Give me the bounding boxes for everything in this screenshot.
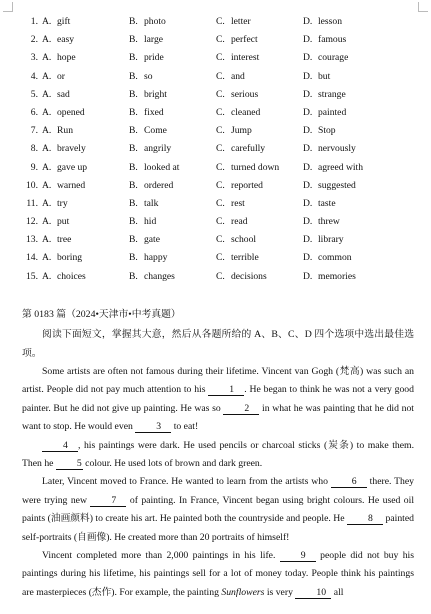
passage-text: to eat! [173, 421, 199, 433]
option-letter: C. [216, 106, 225, 118]
option-b [129, 249, 167, 267]
option-letter: B. [129, 143, 138, 155]
option-a [42, 231, 71, 249]
option-row [0, 86, 431, 104]
option-text: easy [57, 34, 75, 46]
option-a [42, 31, 74, 49]
option-letter: C. [216, 216, 225, 228]
option-text: choices [57, 270, 86, 282]
section-heading: 第 0183 篇（2024•天津市•中考真题） [22, 309, 181, 320]
option-letter: C. [216, 70, 225, 82]
option-a [42, 122, 73, 140]
option-b [129, 122, 167, 140]
option-text: suggested [318, 179, 356, 191]
option-text: 7. [30, 125, 38, 137]
option-text: or [57, 70, 65, 82]
passage-text: Later, Vincent moved to France. He wanted to learn from the artists who [42, 476, 328, 488]
option-letter: C. [216, 143, 225, 155]
reading-passage [22, 363, 414, 602]
option-letter: B. [129, 179, 138, 191]
option-text: letter [231, 16, 251, 27]
option-letter: A. [42, 270, 52, 282]
option-text: opened [57, 106, 85, 118]
passage-text: there. They were trying new [22, 476, 415, 506]
option-text: put [57, 216, 70, 228]
option-text: 2. [30, 34, 38, 46]
option-text: bright [144, 88, 167, 100]
option-letter: A. [42, 88, 52, 100]
option-d [303, 49, 348, 67]
option-letter: B. [129, 70, 138, 82]
option-d [303, 104, 346, 122]
instruction-text: 阅读下面短文，掌握其大意，然后从各题所给的 A、B、C、D 四个选项中选出最佳选项。 [22, 329, 414, 359]
option-a [42, 49, 76, 67]
option-text: agreed with [318, 161, 364, 173]
question-number [16, 249, 38, 267]
option-letter: D. [303, 125, 313, 137]
option-c [216, 49, 259, 67]
question-number [16, 140, 38, 158]
option-letter: C. [216, 88, 225, 100]
option-text: cleaned [231, 106, 261, 118]
option-a [42, 68, 65, 86]
option-c [216, 195, 245, 213]
passage-paragraph-2 [22, 437, 414, 474]
option-text: 14. [26, 252, 38, 264]
option-letter: D. [303, 34, 313, 46]
option-letter: B. [129, 216, 138, 228]
option-text: 11. [26, 197, 38, 209]
option-c [216, 86, 258, 104]
option-row [0, 159, 431, 177]
option-letter: C. [216, 270, 225, 282]
option-letter: C. [216, 161, 225, 173]
question-number [16, 31, 38, 49]
option-text: rest [231, 197, 245, 209]
option-b [129, 177, 173, 195]
option-text: try [57, 197, 68, 209]
option-text: 1. [30, 16, 38, 27]
option-letter: A. [42, 216, 52, 228]
option-text: read [231, 216, 248, 228]
question-number [16, 49, 38, 67]
question-number [16, 268, 38, 286]
option-c [216, 249, 259, 267]
option-a [42, 159, 87, 177]
option-text: large [144, 34, 164, 46]
option-letter: A. [42, 234, 52, 246]
option-letter: A. [42, 16, 52, 27]
option-text: 9. [30, 161, 38, 173]
question-number [16, 177, 38, 195]
option-letter: B. [129, 52, 138, 64]
option-letter: D. [303, 161, 313, 173]
option-letter: C. [216, 34, 225, 46]
passage-text: of painting. In France, Vincent began using bright colours. He used oil paints (油画颜料) to create his art. He painted both the countryside and people. He [22, 494, 415, 525]
option-text: but [318, 70, 331, 82]
option-text: gift [57, 16, 71, 27]
option-d [303, 249, 352, 267]
question-number [16, 104, 38, 122]
option-letter: A. [42, 252, 52, 264]
option-text: 4. [30, 70, 38, 82]
option-text: school [231, 234, 257, 246]
option-text: ordered [144, 179, 174, 191]
option-text: 3. [30, 52, 38, 64]
passage-paragraph-3 [22, 473, 414, 547]
option-letter: C. [216, 125, 225, 137]
question-number [16, 13, 38, 31]
option-letter: A. [42, 161, 52, 173]
option-b [129, 86, 167, 104]
option-text: photo [144, 16, 166, 27]
passage-text: people did not buy his paintings during his lifetime, his paintings sell for a lot of money today. People think his paintings are masterpieces (杰作). For example, the painting [22, 550, 415, 598]
option-text: Come [144, 125, 167, 137]
option-text: pride [144, 52, 164, 64]
option-d [303, 231, 344, 249]
answer-options-list [0, 13, 431, 286]
option-text: happy [144, 252, 168, 264]
option-d [303, 159, 363, 177]
question-number [16, 213, 38, 231]
option-text: library [318, 234, 344, 246]
option-d [303, 195, 336, 213]
option-text: famous [318, 34, 347, 46]
option-c [216, 231, 256, 249]
option-letter: A. [42, 179, 52, 191]
passage-text: colour. He used lots of brown and dark green. [85, 458, 263, 470]
option-d [303, 140, 356, 158]
option-a [42, 268, 86, 286]
option-a [42, 177, 85, 195]
option-letter: D. [303, 197, 313, 209]
passage-text: , his paintings were dark. He used pencils or charcoal sticks (炭条) to make them. Then he [22, 439, 414, 470]
option-row [0, 249, 431, 267]
option-letter: D. [303, 70, 313, 82]
option-text: 6. [30, 106, 38, 118]
option-d [303, 13, 342, 31]
option-a [42, 213, 69, 231]
option-text: common [318, 252, 352, 264]
option-letter: A. [42, 34, 52, 46]
option-a [42, 195, 68, 213]
option-row [0, 122, 431, 140]
passage-paragraph-1 [22, 363, 414, 437]
blank-1: 1 [208, 384, 244, 396]
option-text: memories [318, 270, 356, 282]
option-c [216, 140, 265, 158]
question-number [16, 231, 38, 249]
option-letter: C. [216, 252, 225, 264]
option-d [303, 213, 340, 231]
option-letter: B. [129, 34, 138, 46]
option-letter: A. [42, 125, 52, 137]
blank-3: 3 [135, 421, 171, 433]
blank-7: 7 [90, 495, 126, 507]
option-text: fixed [144, 106, 164, 118]
option-letter: B. [129, 161, 138, 173]
option-text: terrible [231, 252, 259, 264]
option-a [42, 13, 70, 31]
option-text: hid [144, 216, 157, 228]
option-text: reported [231, 179, 263, 191]
option-letter: C. [216, 197, 225, 209]
option-row [0, 13, 431, 31]
option-c [216, 177, 263, 195]
option-letter: D. [303, 216, 313, 228]
option-c [216, 31, 258, 49]
option-text: boring [57, 252, 83, 264]
option-letter: C. [216, 179, 225, 191]
option-letter: B. [129, 106, 138, 118]
question-number [16, 195, 38, 213]
option-text: taste [318, 197, 336, 209]
question-number [16, 68, 38, 86]
option-letter: B. [129, 234, 138, 246]
option-letter: B. [129, 125, 138, 137]
option-row [0, 177, 431, 195]
option-letter: D. [303, 16, 313, 27]
option-a [42, 86, 70, 104]
blank-8: 8 [347, 513, 383, 525]
option-text: Run [57, 125, 73, 137]
option-letter: C. [216, 16, 225, 27]
option-text: 13. [26, 234, 38, 246]
option-row [0, 68, 431, 86]
option-c [216, 159, 279, 177]
option-text: talk [144, 197, 159, 209]
option-letter: D. [303, 52, 313, 64]
option-b [129, 31, 163, 49]
option-text: gave up [57, 161, 88, 173]
option-letter: D. [303, 234, 313, 246]
option-c [216, 268, 267, 286]
question-number [16, 159, 38, 177]
option-text: 15. [26, 270, 38, 282]
option-text: changes [144, 270, 175, 282]
blank-4: 4 [42, 440, 78, 452]
option-row [0, 49, 431, 67]
page-corner-mark-right [418, 2, 428, 12]
option-d [303, 68, 330, 86]
option-row [0, 140, 431, 158]
passage-text: Some artists are often not famous during their lifetime. Vincent van Gogh (梵高) was such an artist. People did not pay much attention to his [22, 366, 414, 396]
option-letter: B. [129, 197, 138, 209]
option-b [129, 195, 158, 213]
option-c [216, 213, 248, 231]
option-letter: A. [42, 52, 52, 64]
option-text: 5. [30, 88, 38, 100]
option-letter: B. [129, 270, 138, 282]
option-b [129, 213, 156, 231]
option-text: perfect [231, 34, 258, 46]
option-letter: B. [129, 16, 138, 27]
option-text: and [231, 70, 245, 82]
painting-title: Sunflowers [221, 586, 265, 598]
page-corner-mark-left [3, 2, 13, 12]
option-a [42, 140, 86, 158]
option-letter: A. [42, 106, 52, 118]
option-d [303, 31, 346, 49]
option-text: interest [231, 52, 260, 64]
option-letter: C. [216, 234, 225, 246]
passage-text: all [333, 586, 344, 598]
option-row [0, 195, 431, 213]
option-letter: B. [129, 88, 138, 100]
option-text: sad [57, 88, 70, 100]
option-b [129, 231, 160, 249]
option-d [303, 86, 346, 104]
passage-text: Vincent completed more than 2,000 paintings in his life. [42, 550, 276, 562]
option-letter: B. [129, 252, 138, 264]
option-text: turned down [231, 161, 280, 173]
passage-text: in what he was painting that he did not want to stop. He would even [22, 402, 414, 433]
option-c [216, 122, 252, 140]
option-text: hope [57, 52, 76, 64]
option-text: painted [318, 106, 347, 118]
option-text: angrily [144, 143, 172, 155]
option-row [0, 268, 431, 286]
option-row [0, 104, 431, 122]
blank-9: 9 [280, 550, 316, 562]
option-text: lesson [318, 16, 342, 27]
option-letter: D. [303, 252, 313, 264]
option-b [129, 49, 164, 67]
option-b [129, 159, 179, 177]
option-letter: D. [303, 179, 313, 191]
option-text: Stop [318, 125, 336, 137]
option-text: warned [57, 179, 86, 191]
option-text: carefully [231, 143, 266, 155]
passage-text: painted self-portraits (自画像). He created more than 20 portraits of himself! [22, 513, 414, 543]
blank-6: 6 [331, 476, 367, 488]
option-b [129, 104, 164, 122]
option-c [216, 68, 245, 86]
option-letter: A. [42, 197, 52, 209]
option-letter: D. [303, 143, 313, 155]
option-letter: C. [216, 52, 225, 64]
option-letter: A. [42, 70, 52, 82]
option-text: tree [57, 234, 72, 246]
option-d [303, 122, 336, 140]
option-text: Jump [231, 125, 252, 137]
option-b [129, 268, 175, 286]
option-a [42, 104, 85, 122]
option-text: threw [318, 216, 340, 228]
option-row [0, 213, 431, 231]
option-text: strange [318, 88, 346, 100]
option-text: 12. [26, 216, 38, 228]
option-text: 10. [26, 179, 38, 191]
question-number [16, 86, 38, 104]
option-d [303, 177, 356, 195]
option-c [216, 104, 260, 122]
option-a [42, 249, 82, 267]
option-text: looked at [144, 161, 180, 173]
passage-text: is very [266, 586, 293, 598]
passage-paragraph-4 [22, 547, 414, 602]
option-b [129, 68, 153, 86]
option-letter: D. [303, 106, 313, 118]
option-b [129, 13, 166, 31]
option-letter: D. [303, 88, 313, 100]
option-d [303, 268, 356, 286]
option-text: nervously [318, 143, 356, 155]
option-text: decisions [231, 270, 267, 282]
option-row [0, 31, 431, 49]
option-text: gate [144, 234, 160, 246]
question-number [16, 122, 38, 140]
blank-10: 10 [295, 587, 331, 599]
option-text: so [144, 70, 153, 82]
option-b [129, 140, 171, 158]
passage-text: . He began to think he was not a very good painter. But he did not give up painting. He was so [22, 384, 414, 414]
blank-5: 5 [56, 458, 83, 470]
option-c [216, 13, 251, 31]
option-text: courage [318, 52, 349, 64]
option-letter: A. [42, 143, 52, 155]
option-row [0, 231, 431, 249]
option-text: bravely [57, 143, 86, 155]
option-text: 8. [30, 143, 38, 155]
option-text: serious [231, 88, 259, 100]
blank-2: 2 [223, 403, 259, 415]
option-letter: D. [303, 270, 313, 282]
